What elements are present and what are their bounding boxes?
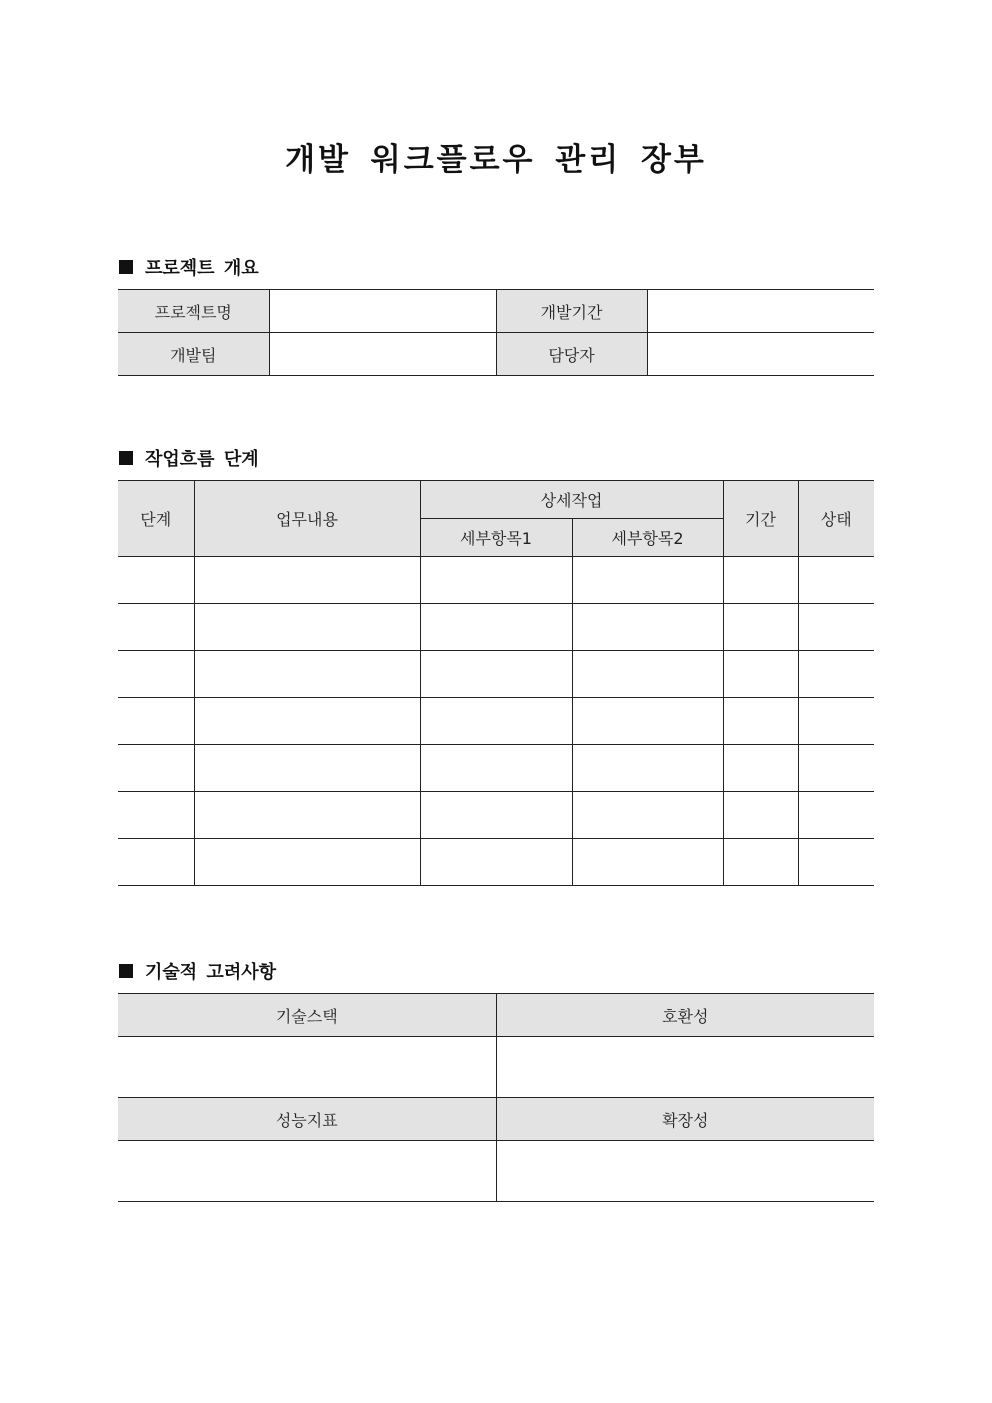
tech-heading-text: 기술적 고려사항 <box>145 962 276 983</box>
dev-team-field[interactable] <box>269 333 496 376</box>
overview-row <box>118 333 874 376</box>
period-cell[interactable] <box>723 651 798 698</box>
stage-cell[interactable] <box>118 557 194 604</box>
dev-team-label: 개발팀 <box>118 333 269 376</box>
document-title: 개발 워크플로우 관리 장부 <box>285 142 707 178</box>
square-bullet-icon <box>119 260 133 274</box>
status-cell[interactable] <box>798 792 874 839</box>
stage-cell[interactable] <box>118 839 194 886</box>
sub-item-1-cell[interactable] <box>420 651 572 698</box>
overview-table <box>118 289 874 376</box>
scalability-label: 확장성 <box>496 1098 874 1141</box>
workflow-row <box>118 698 874 745</box>
tech-heading <box>119 958 276 984</box>
status-cell[interactable] <box>798 557 874 604</box>
project-name-label: 프로젝트명 <box>118 290 269 333</box>
status-cell[interactable] <box>798 698 874 745</box>
workflow-row <box>118 839 874 886</box>
sub-item-2-cell[interactable] <box>572 792 723 839</box>
stage-header: 단계 <box>118 481 194 557</box>
tech-label-row <box>118 1098 874 1141</box>
manager-label: 담당자 <box>496 333 647 376</box>
dev-period-label: 개발기간 <box>496 290 647 333</box>
status-cell[interactable] <box>798 745 874 792</box>
sub-item-1-cell[interactable] <box>420 792 572 839</box>
workflow-table <box>118 480 874 886</box>
tech-table <box>118 993 874 1202</box>
sub-item-2-cell[interactable] <box>572 698 723 745</box>
task-cell[interactable] <box>194 839 420 886</box>
task-cell[interactable] <box>194 745 420 792</box>
period-cell[interactable] <box>723 557 798 604</box>
task-cell[interactable] <box>194 557 420 604</box>
sub-item-2-header: 세부항목2 <box>572 519 723 557</box>
square-bullet-icon <box>119 964 133 978</box>
tech-stack-label: 기술스택 <box>118 994 496 1037</box>
workflow-heading-text: 작업흐름 단계 <box>145 449 259 470</box>
status-header: 상태 <box>798 481 874 557</box>
sub-item-1-cell[interactable] <box>420 745 572 792</box>
workflow-row <box>118 651 874 698</box>
status-cell[interactable] <box>798 604 874 651</box>
period-cell[interactable] <box>723 839 798 886</box>
scalability-field[interactable] <box>496 1141 874 1202</box>
period-cell[interactable] <box>723 604 798 651</box>
sub-item-2-cell[interactable] <box>572 557 723 604</box>
status-cell[interactable] <box>798 839 874 886</box>
workflow-header-row <box>118 481 874 519</box>
workflow-heading <box>119 445 259 471</box>
sub-item-1-cell[interactable] <box>420 604 572 651</box>
task-cell[interactable] <box>194 698 420 745</box>
compatibility-field[interactable] <box>496 1037 874 1098</box>
tech-value-row <box>118 1141 874 1202</box>
sub-item-2-cell[interactable] <box>572 651 723 698</box>
task-cell[interactable] <box>194 651 420 698</box>
tech-value-row <box>118 1037 874 1098</box>
stage-cell[interactable] <box>118 698 194 745</box>
manager-field[interactable] <box>647 333 874 376</box>
stage-cell[interactable] <box>118 604 194 651</box>
sub-item-1-cell[interactable] <box>420 557 572 604</box>
overview-row <box>118 290 874 333</box>
period-header: 기간 <box>723 481 798 557</box>
stage-cell[interactable] <box>118 651 194 698</box>
task-cell[interactable] <box>194 792 420 839</box>
sub-item-2-cell[interactable] <box>572 745 723 792</box>
sub-item-2-cell[interactable] <box>572 839 723 886</box>
stage-cell[interactable] <box>118 792 194 839</box>
performance-label: 성능지표 <box>118 1098 496 1141</box>
task-content-header: 업무내용 <box>194 481 420 557</box>
period-cell[interactable] <box>723 792 798 839</box>
period-cell[interactable] <box>723 745 798 792</box>
task-cell[interactable] <box>194 604 420 651</box>
compatibility-label: 호환성 <box>496 994 874 1037</box>
tech-stack-field[interactable] <box>118 1037 496 1098</box>
project-name-field[interactable] <box>269 290 496 333</box>
sub-item-1-cell[interactable] <box>420 839 572 886</box>
tech-label-row <box>118 994 874 1037</box>
workflow-row <box>118 745 874 792</box>
workflow-row <box>118 792 874 839</box>
period-cell[interactable] <box>723 698 798 745</box>
workflow-row <box>118 604 874 651</box>
detail-work-header: 상세작업 <box>420 481 723 519</box>
overview-heading-text: 프로젝트 개요 <box>145 258 259 279</box>
dev-period-field[interactable] <box>647 290 874 333</box>
sub-item-2-cell[interactable] <box>572 604 723 651</box>
performance-field[interactable] <box>118 1141 496 1202</box>
sub-item-1-cell[interactable] <box>420 698 572 745</box>
sub-item-1-header: 세부항목1 <box>420 519 572 557</box>
overview-heading <box>119 254 259 280</box>
square-bullet-icon <box>119 451 133 465</box>
status-cell[interactable] <box>798 651 874 698</box>
stage-cell[interactable] <box>118 745 194 792</box>
workflow-row <box>118 557 874 604</box>
